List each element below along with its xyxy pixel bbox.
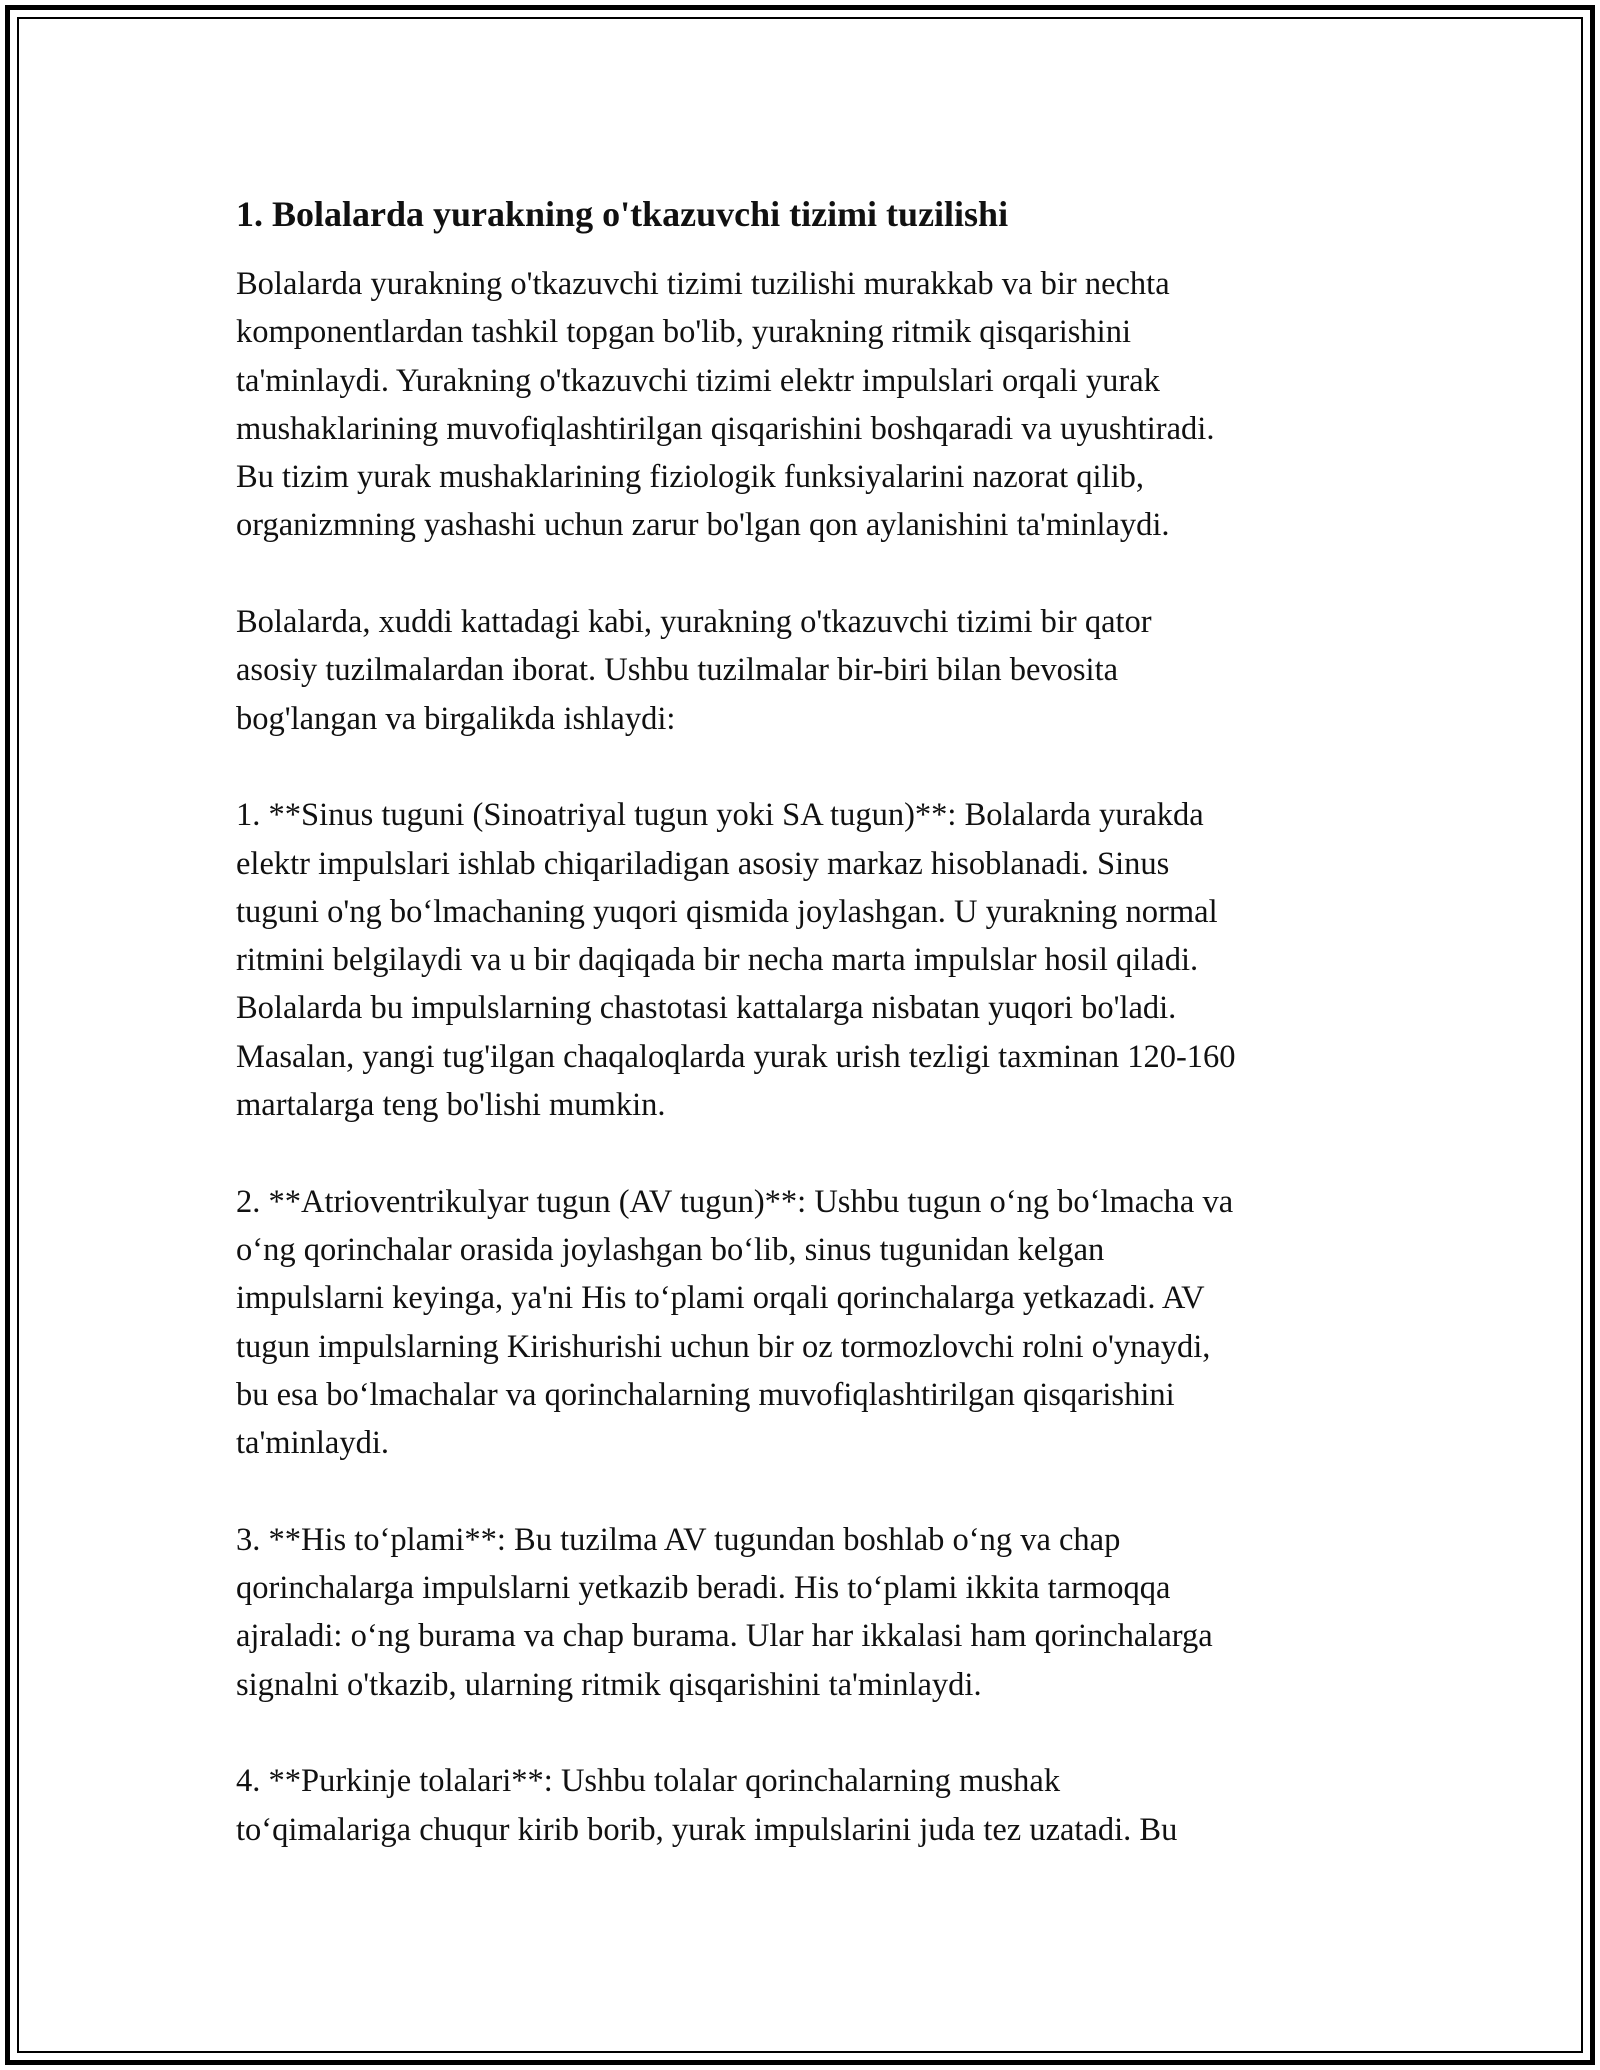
section-title: 1. Bolalarda yurakning o'tkazuvchi tizimi tuzilishi (236, 194, 1009, 234)
paragraph-intro: Bolalarda yurakning o'tkazuvchi tizimi tuzilishi murakkab va bir nechta komponentlardan tashkil topgan bo'lib, yurakning ritmik qisqarishini ta'minlaydi. Yurakning o'tkazuvchi tizimi elektr impulslari orqali yurak mushaklarining muvofiqlashtirilgan qisqarishini boshqaradi va uyushtiradi. Bu tizim yurak mushaklarining fiziologik funksiyalarini nazorat qilib, organizmning yashashi uchun zarur bo'lgan qon aylanishini ta'minlaydi. (236, 266, 1215, 544)
list-item-purkinje-fibers: 4. **Purkinje tolalari**: Ushbu tolalar qorinchalarning mushak to‘qimalariga chuqur kirib borib, yurak impulslarini juda tez uzatadi. Bu (236, 1763, 1178, 1848)
list-item-av-node: 2. **Atrioventrikulyar tugun (AV tugun)**: Ushbu tugun o‘ng bo‘lmacha va o‘ng qorinchalar orasida joylashgan bo‘lib, sinus tugunidan kelgan impulslarni keyinga, ya'ni His to‘plami orqali qorinchalarga yetkazadi. AV tugun impulslarning Kirishurishi uchun bir oz tormozlovchi rolni o'ynaydi, bu esa bo‘lmachalar va qorinchalarning muvofiqlashtirilgan qisqarishini ta'minlaydi. (236, 1183, 1234, 1462)
document-body (236, 188, 1386, 1902)
list-item-sinus-node: 1. **Sinus tuguni (Sinoatriyal tugun yoki SA tugun)**: Bolalarda yurakda elektr impulslari ishlab chiqariladigan asosiy markaz hisoblanadi. Sinus tuguni o'ng bo‘lmachaning yuqori qismida joylashgan. U yurakning normal ritmini belgilaydi va u bir daqiqada bir necha marta impulslar hosil qiladi. Bolalarda bu impulslarning chastotasi kattalarga nisbatan yuqori bo'ladi. Masalan, yangi tug'ilgan chaqaloqlarda yurak urish tezligi taxminan 120-160 martalarga teng bo'lishi mumkin. (236, 797, 1236, 1124)
paragraph-structures: Bolalarda, xuddi kattadagi kabi, yurakning o'tkazuvchi tizimi bir qator asosiy tuzilmalardan iborat. Ushbu tuzilmalar bir-biri bilan bevosita bog'langan va birgalikda ishlaydi: (236, 604, 1152, 737)
list-item-his-bundle: 3. **His to‘plami**: Bu tuzilma AV tugundan boshlab o‘ng va chap qorinchalarga impulslarni yetkazib beradi. His to‘plami ikkita tarmoqqa ajraladi: o‘ng burama va chap burama. Ular har ikkalasi ham qorinchalarga signalni o'tkazib, ularning ritmik qisqarishini ta'minlaydi. (236, 1521, 1213, 1703)
